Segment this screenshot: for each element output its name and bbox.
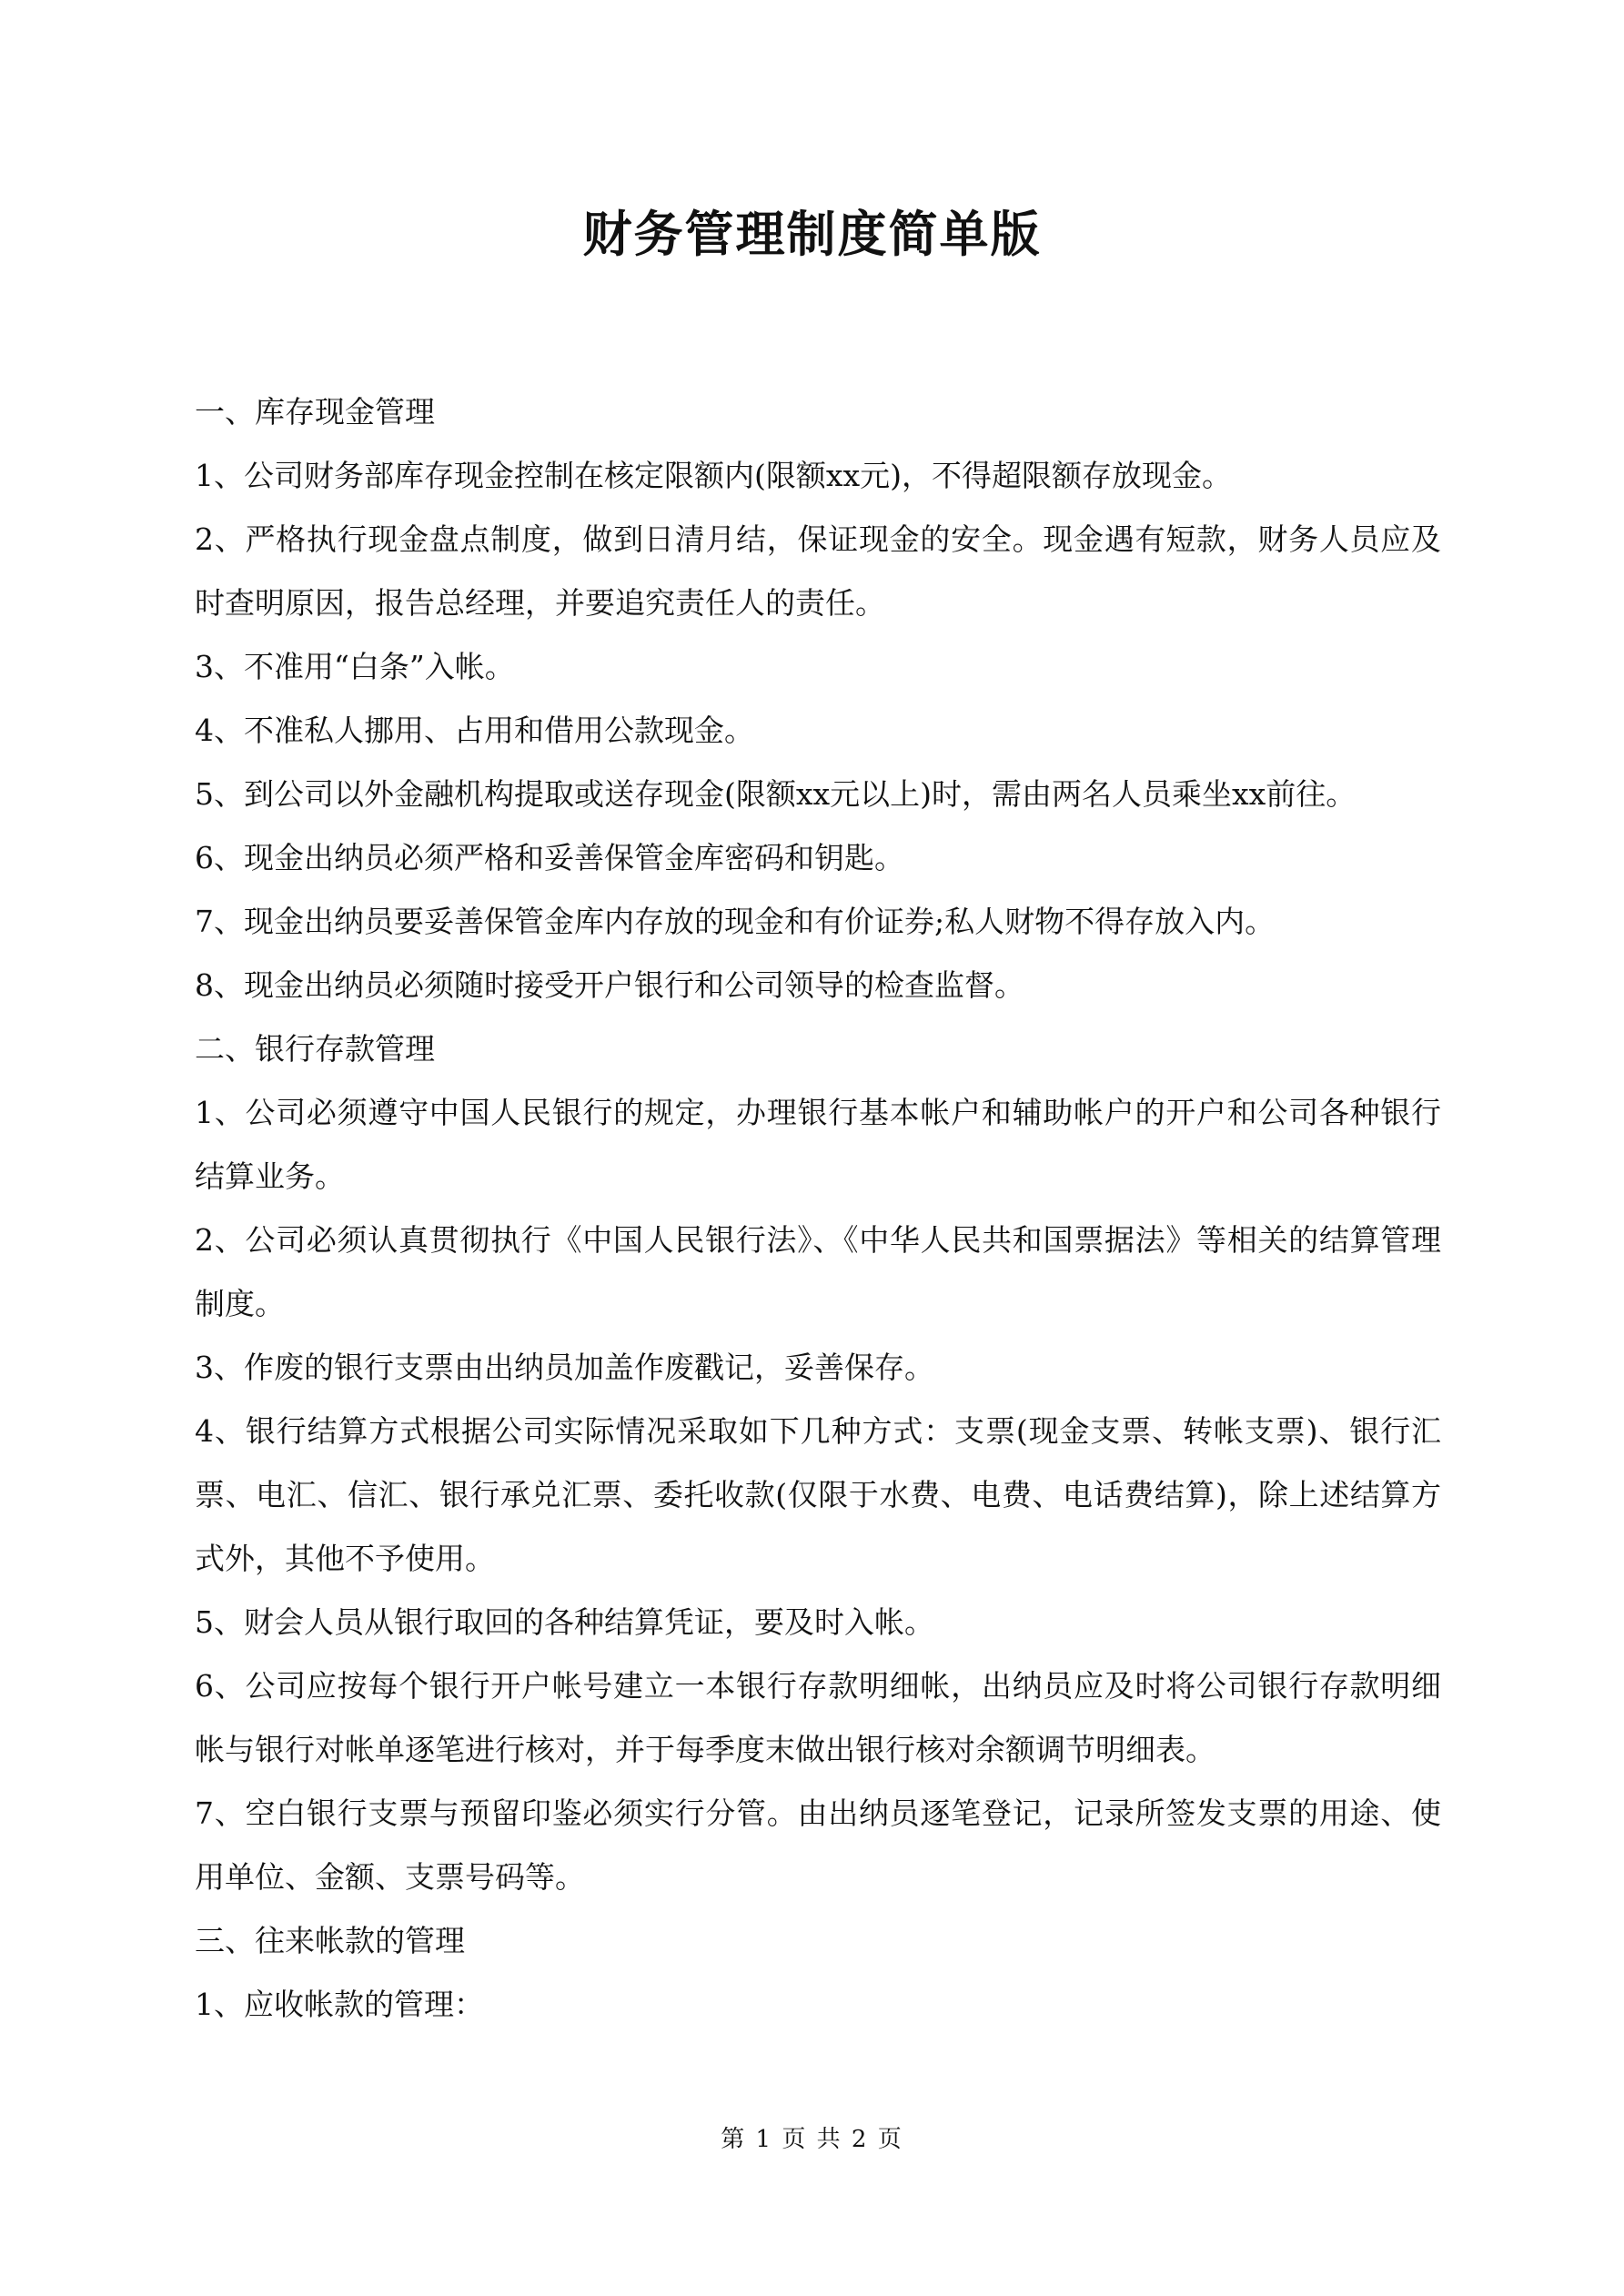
paragraph: 7、空白银行支票与预留印鉴必须实行分管。由出纳员逐笔登记，记录所签发支票的用途、使用单位、金额、支票号码等。 <box>195 1795 1441 1895</box>
paragraph: 1、公司财务部库存现金控制在核定限额内(限额xx元)，不得超限额存放现金。 <box>195 458 1232 493</box>
paragraph: 6、现金出纳员必须严格和妥善保管金库密码和钥匙。 <box>195 840 904 875</box>
paragraph: 8、现金出纳员必须随时接受开户银行和公司领导的检查监督。 <box>195 967 1024 1003</box>
document-title: 财务管理制度简单版 <box>582 205 1042 263</box>
paragraph: 4、不准私人挪用、占用和借用公款现金。 <box>195 713 754 748</box>
document-body <box>195 380 1441 2037</box>
paragraph: 4、银行结算方式根据公司实际情况采取如下几种方式：支票(现金支票、转帐支票)、银行汇票、电汇、信汇、银行承兑汇票、委托收款(仅限于水费、电费、电话费结算)，除上述结算方式外，其他不予使用。 <box>195 1413 1441 1576</box>
paragraph: 7、现金出纳员要妥善保管金库内存放的现金和有价证券;私人财物不得存放入内。 <box>195 904 1276 939</box>
paragraph: 1、应收帐款的管理： <box>195 1987 484 2022</box>
paragraph: 3、不准用“白条”入帐。 <box>195 649 515 684</box>
paragraph: 2、公司必须认真贯彻执行《中国人民银行法》、《中华人民共和国票据法》等相关的结算管理制度。 <box>195 1222 1441 1321</box>
section-heading: 三、往来帐款的管理 <box>195 1923 465 1958</box>
paragraph: 6、公司应按每个银行开户帐号建立一本银行存款明细帐，出纳员应及时将公司银行存款明细帐与银行对帐单逐笔进行核对，并于每季度末做出银行核对余额调节明细表。 <box>195 1668 1441 1767</box>
paragraph: 1、公司必须遵守中国人民银行的规定，办理银行基本帐户和辅助帐户的开户和公司各种银行结算业务。 <box>195 1095 1441 1194</box>
section-heading: 二、银行存款管理 <box>195 1031 435 1067</box>
paragraph: 5、到公司以外金融机构提取或送存现金(限额xx元以上)时，需由两名人员乘坐xx前往。 <box>195 776 1357 812</box>
paragraph: 2、严格执行现金盘点制度，做到日清月结，保证现金的安全。现金遇有短款，财务人员应及时查明原因，报告总经理，并要追究责任人的责任。 <box>195 521 1441 621</box>
section-heading: 一、库存现金管理 <box>195 394 435 430</box>
page-footer: 第 1 页 共 2 页 <box>721 2126 903 2153</box>
paragraph: 5、财会人员从银行取回的各种结算凭证，要及时入帐。 <box>195 1604 934 1640</box>
paragraph: 3、作废的银行支票由出纳员加盖作废戳记，妥善保存。 <box>195 1350 934 1385</box>
